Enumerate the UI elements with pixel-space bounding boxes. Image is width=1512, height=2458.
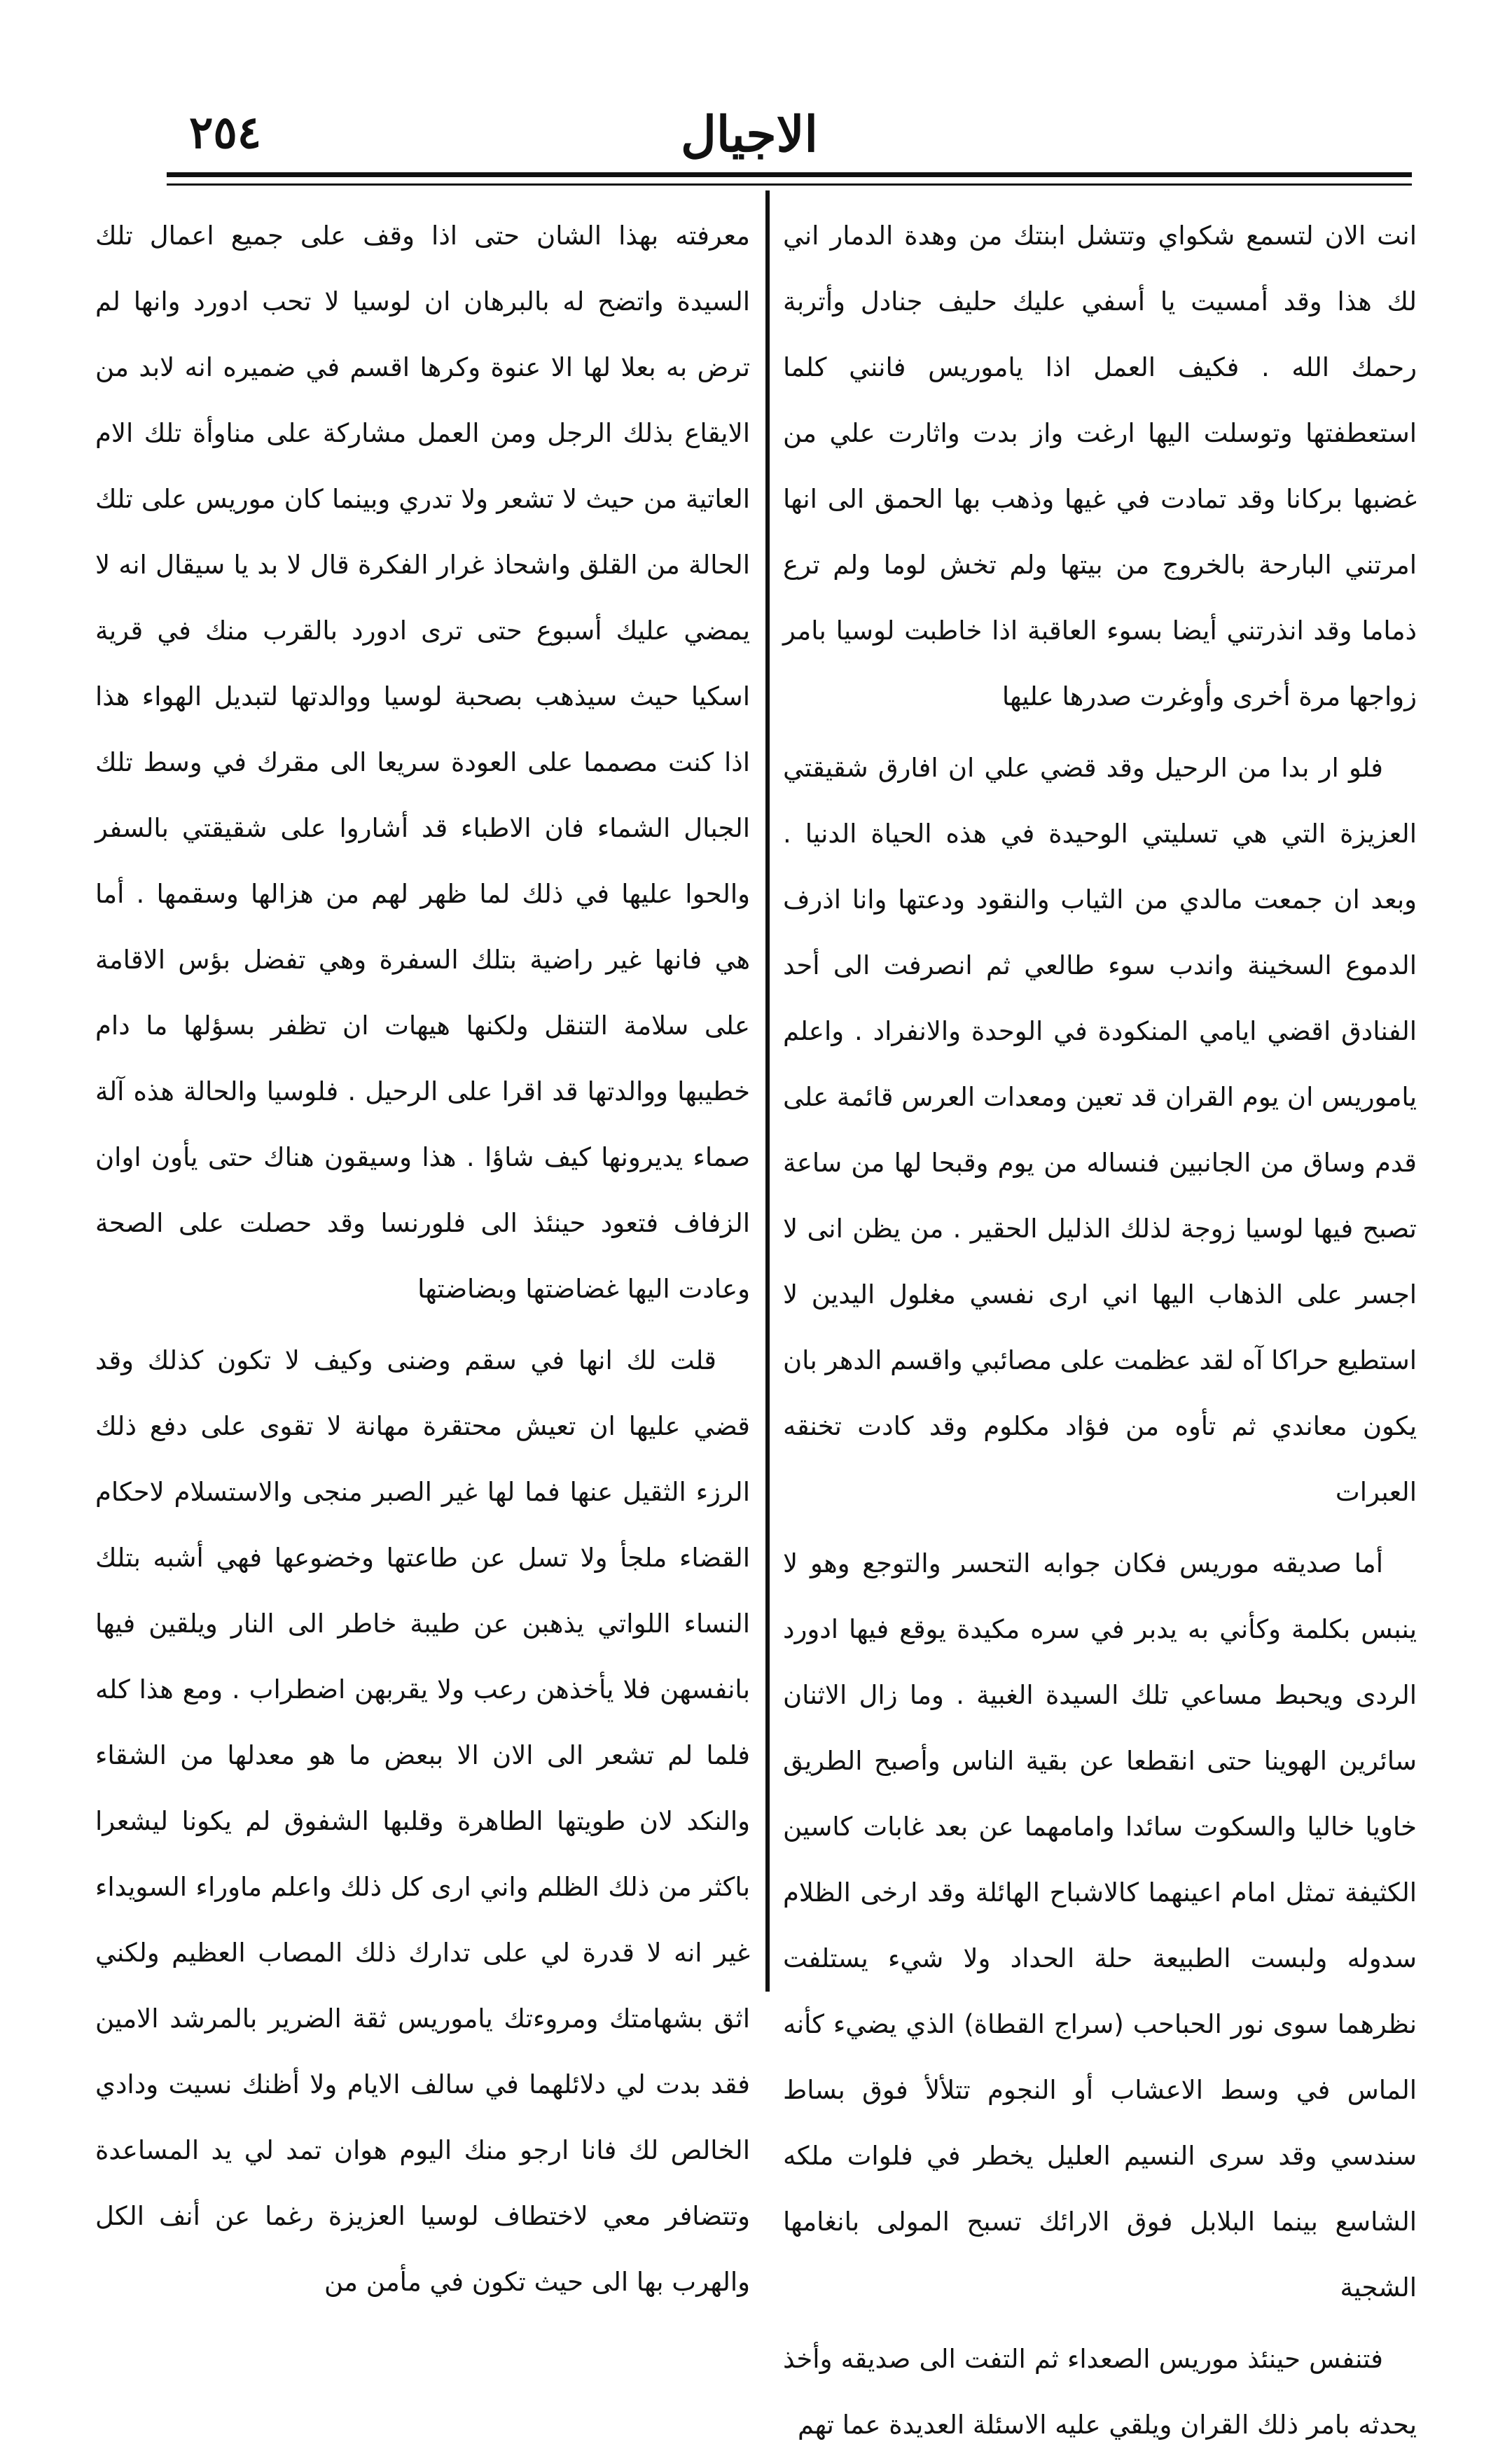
paragraph: انت الان لتسمع شكواي وتتشل ابنتك من وهدة الدمار اني لك هذا وقد أمسيت يا أسفي عليك حليف جنادل وأتربة رحمك الله . فكيف العمل اذا ياموريس فانني كلما استعطفتها وتوسلت اليها ارغت واز بدت واثارت علي من غضبها بركانا وقد تمادت في غيها وذهب بها الحمق الى انها امرتني البارحة بالخروج من بيتها ولم تخش لوما ولم ترع ذماما وقد انذرتني أيضا بسوء العاقبة اذا خاطبت لوسيا بامر زواجها مرة أخرى وأوغرت صدرها عليها [783, 221, 1417, 711]
paragraph: قلت لك انها في سقم وضنى وكيف لا تكون كذلك وقد قضي عليها ان تعيش محتقرة مهانة لا تقوى على دفع ذلك الرزء الثقيل عنها فما لها غير الصبر منجى والاستسلام لاحكام القضاء ملجأ ولا تسل عن طاعتها وخضوعها فهي أشبه بتلك النساء اللواتي يذهبن عن طيبة خاطر الى النار ويلقين فيها بانفسهن فلا يأخذهن رعب ولا يقربهن اضطراب . ومع هذا كله فلما لم تشعر الى الان الا ببعض ما هو معدلها من الشقاء والنكد لان طويتها الطاهرة وقلبها الشفوق لم يكونا ليشعرا باكثر من ذلك الظلم واني ارى كل ذلك واعلم ماوراء السويداء غير انه لا قدرة لي على تدارك ذلك المصاب العظيم ولكني اثق بشهامتك ومروءتك ياموريس ثقة الضرير بالمرشد الامين فقد بدت لي دلائلهما في سالف الايام ولا أظنك نسيت ودادي الخالص لك فانا ارجو منك اليوم هوان تمد لي يد المساعدة وتتضافر معي لاختطاف لوسيا العزيزة رغما عن أنف الكل والهرب بها الى حيث تكون في مأمن من [95, 1345, 750, 2297]
left-column [95, 203, 750, 2297]
paragraph: أما صديقه موريس فكان جوابه التحسر والتوجع وهو لا ينبس بكلمة وكأني به يدبر في سره مكيدة يوقع فيها ادورد الردى ويحبط مساعي تلك السيدة الغبية . وما زال الاثنان سائرين الهوينا حتى انقطعا عن بقية الناس وأصبح الطريق خاويا خاليا والسكوت سائدا وامامهما عن بعد غابات كاسين الكثيفة تمثل امام اعينهما كالاشباح الهائلة وقد ارخى الظلام سدوله ولبست الطبيعة حلة الحداد ولا شيء يستلفت نظرهما سوى نور الحباحب (سراج القطاة) الذي يضيء كأنه الماس في وسط الاعشاب أو النجوم تتلألأ فوق بساط سندسي وقد سرى النسيم العليل يخطر في فلوات ملكه الشاسع بينما البلابل فوق الارائك تسبح المولى بانغامها الشجية [783, 1548, 1417, 2303]
header-rule-top [167, 172, 1412, 177]
column-divider [765, 190, 770, 1992]
running-head-title: الاجيال [681, 105, 818, 163]
paragraph: فتنفس حينئذ موريس الصعداء ثم التفت الى صديقه وأخذ يحدثه بامر ذلك القران ويلقي عليه الاسئلة العديدة عما تهم [783, 2344, 1417, 2440]
right-column [783, 203, 1417, 2440]
page-number: ٢٥٤ [189, 106, 262, 159]
paragraph: فلو ار بدا من الرحيل وقد قضي علي ان افارق شقيقتي العزيزة التي هي تسليتي الوحيدة في هذه الحياة الدنيا . وبعد ان جمعت مالدي من الثياب والنقود ودعتها وانا اذرف الدموع السخينة واندب سوء طالعي ثم انصرفت الى أحد الفنادق اقضي ايامي المنكودة في الوحدة والانفراد . واعلم ياموريس ان يوم القران قد تعين ومعدات العرس قائمة على قدم وساق من الجانبين فنساله من يوم وقبحا لها من ساعة تصبح فيها لوسيا زوجة لذلك الذليل الحقير . من يظن انى لا اجسر على الذهاب اليها اني ارى نفسي مغلول اليدين لا استطيع حراكا آه لقد عظمت على مصائبي واقسم الدهر بان يكون معاندي ثم تأوه من فؤاد مكلوم وقد كادت تخنقه العبرات [783, 753, 1417, 1507]
header-rule-bottom [167, 183, 1412, 186]
paragraph: معرفته بهذا الشان حتى اذا وقف على جميع اعمال تلك السيدة واتضح له بالبرهان ان لوسيا لا تحب ادورد وانها لم ترض به بعلا لها الا عنوة وكرها اقسم في ضميره انه لابد من الايقاع بذلك الرجل ومن العمل مشاركة على مناوأة تلك الام العاتية من حيث لا تشعر ولا تدري وبينما كان موريس على تلك الحالة من القلق واشحاذ غرار الفكرة قال لا بد يا سيقال انه لا يمضي عليك أسبوع حتى ترى ادورد بالقرب منك في قرية اسكيا حيث سيذهب بصحبة لوسيا ووالدتها لتبديل الهواء هذا اذا كنت مصمما على العودة سريعا الى مقرك في وسط تلك الجبال الشماء فان الاطباء قد أشاروا على شقيقتي بالسفر والحوا عليها في ذلك لما ظهر لهم من هزالها وسقمها . أما هي فانها غير راضية بتلك السفرة وهي تفضل بؤس الاقامة على سلامة التنقل ولكنها هيهات ان تظفر بسؤلها ما دام خطيبها ووالدتها قد اقرا على الرحيل . فلوسيا والحالة هذه آلة صماء يديرونها كيف شاؤا . هذا وسيقون هناك حتى يأون اوان الزفاف فتعود حينئذ الى فلورنسا وقد حصلت على الصحة وعادت اليها غضاضتها وبضاضتها [95, 221, 750, 1304]
